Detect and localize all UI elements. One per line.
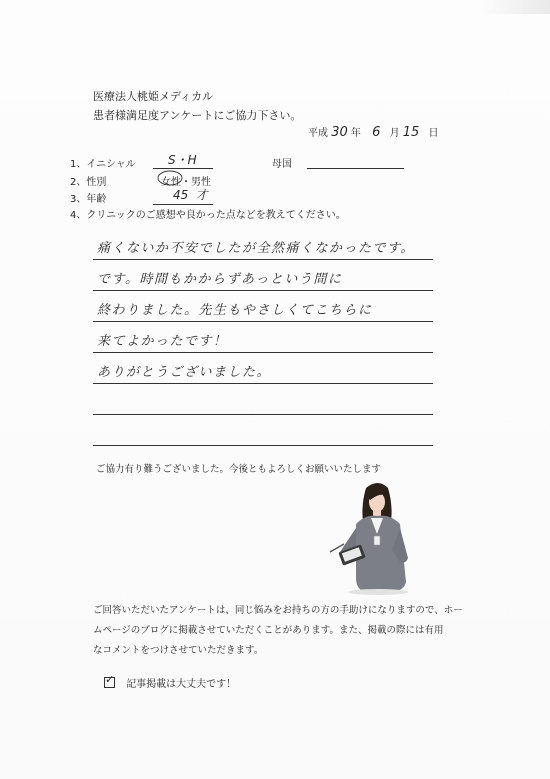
publication-consent[interactable] xyxy=(104,675,236,690)
answer-line xyxy=(93,229,433,260)
notice-line: ご回答いただいたアンケートは、同じ悩みをお持ちの方の手助けになりますので、ホー xyxy=(93,605,463,616)
country-underline xyxy=(307,168,404,169)
consent-label: 記事掲載は大丈夫です！ xyxy=(126,679,237,690)
staff-photo xyxy=(326,478,426,596)
answer-text: です。時間もかからずあっという間に xyxy=(97,272,343,287)
age-label: 3、年齢 xyxy=(70,194,107,205)
answer-line xyxy=(93,353,433,384)
page-corner-shadow xyxy=(480,0,550,14)
survey-title: 患者様満足度アンケートにご協力下さい。 xyxy=(93,109,302,122)
initials-label: 1、イニシャル xyxy=(70,159,136,170)
question-4: 4、クリニックのご感想や良かった点などを教えてください。 xyxy=(70,210,346,221)
initials-value xyxy=(168,151,197,168)
thanks-message: ご協力有り難うございました。今後ともよろしくお願いいたします xyxy=(96,464,382,475)
age-underline xyxy=(153,204,213,205)
date-era: 平成 xyxy=(308,128,328,139)
date-month: 6 xyxy=(372,125,381,140)
age-unit: 才 xyxy=(195,188,208,202)
initials-underline xyxy=(153,168,213,169)
answer-line xyxy=(93,415,433,446)
initials-text: S・H xyxy=(168,153,197,167)
date-year-unit: 年 xyxy=(350,128,361,139)
answer-text: 痛くないか不安でしたが全然痛くなかったです。 xyxy=(97,241,415,256)
survey-date xyxy=(308,124,439,140)
gender-circle-mark xyxy=(157,170,183,186)
age-value xyxy=(173,186,207,203)
date-month-unit: 月 xyxy=(389,128,400,139)
gender-options: 女性・男性 xyxy=(161,177,211,188)
notice-paragraph xyxy=(93,601,463,661)
notice-line: ムページのブログに掲載させていただくことがあります。また、掲載の際には有用 xyxy=(93,625,444,636)
date-year: 30 xyxy=(331,125,348,140)
clinic-name: 医療法人桃姫メディカル xyxy=(93,90,214,103)
answer-text: 来てよかったです！ xyxy=(97,334,228,349)
date-day-unit: 日 xyxy=(428,128,439,139)
answer-text: ありがとうございました。 xyxy=(97,365,272,380)
age-number: 45 xyxy=(173,188,189,202)
answer-line xyxy=(93,291,433,322)
answer-line xyxy=(93,260,433,291)
notice-line: なコメントをつけさせていただきます。 xyxy=(93,645,264,656)
date-day: 15 xyxy=(402,125,420,140)
answer-lines xyxy=(93,229,433,446)
answer-line xyxy=(93,322,433,353)
country-label: 母国 xyxy=(272,159,292,170)
gender-label: 2、性別 xyxy=(70,177,107,188)
answer-text: 終わりました。先生もやさしくてこちらに xyxy=(97,303,373,318)
checkbox-checked-icon[interactable] xyxy=(104,677,115,688)
answer-line xyxy=(93,384,433,415)
